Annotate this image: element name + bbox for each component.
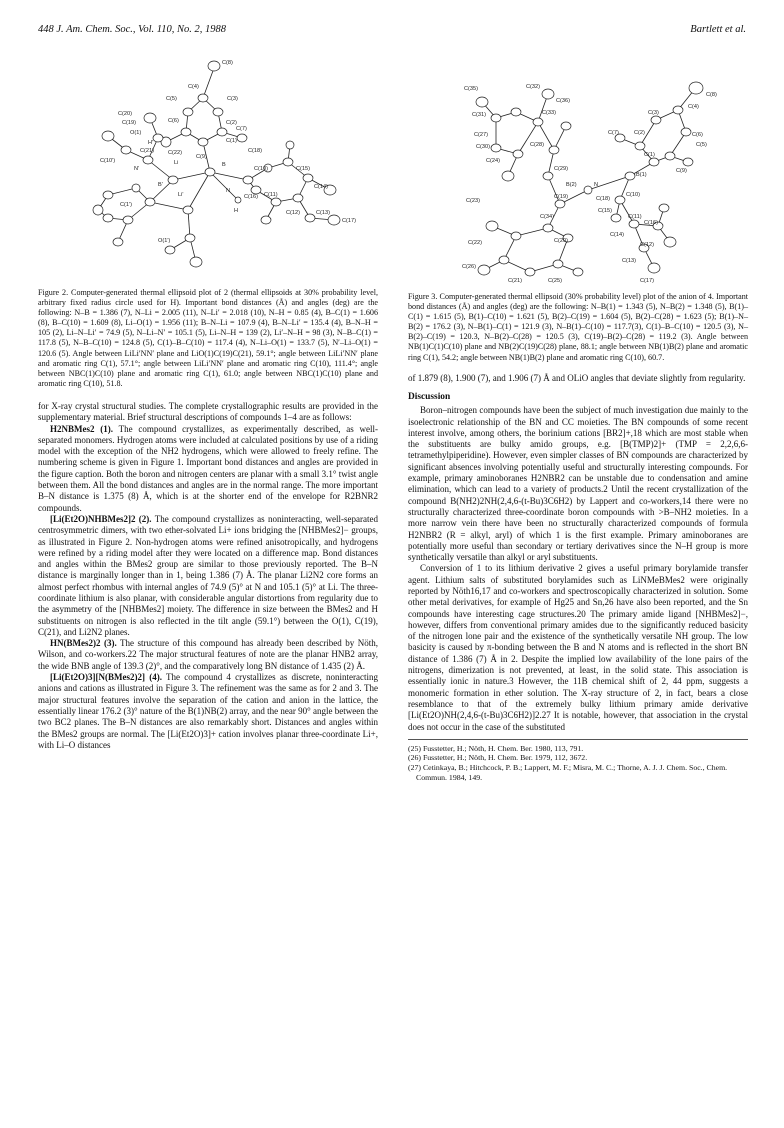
- atom-label: C(25): [548, 278, 562, 284]
- atom-label: C(33): [542, 110, 556, 116]
- atom-label: C(35): [464, 86, 478, 92]
- atom-label: C(3): [648, 110, 659, 116]
- atom-label: C(10): [254, 166, 268, 172]
- figure-3: [408, 50, 748, 286]
- atom-label: C(12): [640, 242, 654, 248]
- atom-label: C(31): [472, 112, 486, 118]
- atom-label: C(2): [634, 130, 645, 136]
- atom-label: B(2): [566, 182, 577, 188]
- atom-label: C(14): [610, 232, 624, 238]
- atom-label: C(11): [628, 214, 642, 220]
- compound-1-text: The compound crystallizes, as experimentally described, as well-separated monomers. Hydrogen atoms were included at calculated positions by use of a riding model with the exception of the NH2 hydrogens, which were allowed to freely refine. The numbering scheme is given in Figure 1. Important bond distances and angles are provided in the figure caption. Both the boron and nitrogen centers are planar with a small 3.1° twist angle between them. All the bond distances and angles are in the normal range. The more important B–N distance is 1.375 (8) Å, which is at the shorter end of the envelope for R2BNR2 compounds.: [38, 423, 379, 513]
- atom-label: C(4): [188, 84, 199, 90]
- atom-label: C(10'): [100, 158, 116, 164]
- atom-label: C(34): [540, 214, 554, 220]
- atom-label: C(23): [466, 198, 480, 204]
- atom-label: C(30): [476, 144, 490, 150]
- figure-2-ortep-plot: [38, 50, 378, 282]
- atom-label: C(1'): [120, 202, 132, 208]
- atom-label: C(8): [222, 60, 233, 66]
- author-running-head: Bartlett et al.: [690, 24, 746, 35]
- atom-label: C(15): [296, 166, 310, 172]
- atom-label: C(22): [468, 240, 482, 246]
- atom-label: C(16): [244, 194, 258, 200]
- references: [408, 739, 748, 782]
- reference-item: (25) Fusstetter, H.; Nöth, H. Chem. Ber. 1980, 113, 791.: [408, 743, 584, 753]
- atom-label: O(1'): [158, 238, 171, 244]
- atom-label: C(15): [598, 208, 612, 214]
- compound-3-text: The structure of this compound has already been described by Nöth, Wilson, and co-workers.22 The major structural features of note are the planar HNB2 array, the wide BNB angle of 139.3 (2)°, and the comparatively long BN distance of 1.435 (2) Å.: [38, 638, 379, 671]
- atom-label: C(1): [644, 152, 655, 158]
- atom-label: C(11): [264, 192, 278, 198]
- atom-label: Li': [178, 192, 184, 198]
- atom-label: C(4): [688, 104, 699, 110]
- reference-item: (27) Cetinkaya, B.; Hitchcock, P. B.; Lappert, M. F.; Misra, M. C.; Thorne, A. J. J. Chem. Soc., Chem. Commun. 1984, 149.: [408, 763, 728, 782]
- intro-paragraph: for X-ray crystal structural studies. The complete crystallographic results are provided in the supplementary material. Brief structural descriptions of compounds 1–4 are as follows:: [38, 400, 378, 423]
- left-body-text: [38, 401, 378, 751]
- continued-paragraph: of 1.879 (8), 1.900 (7), and 1.906 (7) Å and OLiO angles that deviate slightly from regularity.: [408, 372, 746, 383]
- atom-label: C(6): [168, 118, 179, 124]
- atom-label: B': [158, 182, 163, 188]
- compound-4-text: The compound 4 crystallizes as discrete, noninteracting anions and cations as illustrated in Figure 3. The refinement was the same as for 2 and 3. The major structural features involve the separation of the cation and anion in the lattice, the essentially linear 176.2 (3)° nature of the B(1)NB(2) array, and the near 90° angle between the two BC2 planes. The B–N distances are also remarkably short. Distances and angles within the BMes2 groups are normal. The [Li(Et2O)3]+ cation involves planar three-coordinate Li+, with Li–O distances: [38, 672, 378, 750]
- atom-label: C(5): [166, 96, 177, 102]
- reference-item: (26) Fusstetter, H.; Nöth, H. Chem. Ber. 1979, 112, 3672.: [408, 753, 588, 763]
- atom-label: C(32): [526, 84, 540, 90]
- atom-label: C(20): [554, 238, 568, 244]
- atom-label: C(18): [596, 196, 610, 202]
- figure-2-atom-labels: [100, 60, 356, 244]
- atom-label: C(7): [608, 130, 619, 136]
- left-column: [38, 50, 378, 751]
- compound-2-heading: [Li(Et2O)NHBMes2]2 (2).: [50, 513, 152, 524]
- compound-1-heading: H2NBMes2 (1).: [50, 423, 114, 434]
- atom-label: C(6): [692, 132, 703, 138]
- atom-label: C(27): [474, 132, 488, 138]
- atom-label: C(13): [622, 258, 636, 264]
- atom-label: C(1): [226, 138, 237, 144]
- atom-label: C(8): [706, 92, 717, 98]
- atom-label: C(19): [122, 120, 136, 126]
- compound-3-paragraph: [38, 638, 378, 672]
- compound-2-text: The compound crystallizes as noninteracting, well-separated centrosymmetric dimers, with two ether-solvated Li+ ions bridging the [NHBMes2]− groups, as illustrated in Figure 2. Non-hydrogen atoms were refined anisotropically, and hydrogens were refined by a riding model after they were located on a difference map. Bond distances and angles within the BMes2 group are similar to those previously reported. The B–N distance is marginally longer than in 1, being 1.386 (7) Å. The planar Li2N2 core forms an almost perfect rhombus with internal angles of 74.9 (5)° at N and 105.1 (5)° at Li. The three-coordinate lithium is also planar, with considerable angular distortions from regularity due to the asymmetry of the [NHBMes2] moiety. The difference in size between the BMes2 and H substituents on nitrogen is also reflected in the tilt angle (59.1°) between the O(1), C(19), C(21), and Li2N2 planes.: [38, 513, 378, 637]
- atom-label: C(21): [140, 148, 154, 154]
- figure-2-caption: Figure 2. Computer-generated thermal ellipsoid plot of 2 (thermal ellipsoids at 30% probability level, arbitrary fixed radius circle used for H). Important bond distances (Å) and angles (deg) are the following: N–B = 1.386 (7), N–Li = 2.005 (11), N–Li′ = 2.018 (10), N–H = 0.85 (4), B–C(1) = 1.606 (8), B–C(10) = 1.609 (8), Li–O(1) = 1.956 (11); B–N–Li = 107.9 (4), B–N–Li′ = 135.4 (4), B–N–H = 105 (2), Li–N–Li′ = 74.9 (5), N–Li–N′ = 105.1 (5), Li–N–H = 139 (2), Li′–N–H = 98 (3), N–B–C(1) = 117.8 (5), N–B–C(10) = 124.8 (5), C(1)–B–C(10) = 117.4 (4), N–Li–O(1) = 133.7 (5), N′–Li–O(1) = 120.6 (5). Angle between LiLi′NN′ plane and LiO(1)C(19)C(21), 59.1°; angle between LiLi′NN′ plane and aromatic ring C(1), 57.1°; angle between LiLi′NN′ plane and aromatic ring C(10), 111.4°; angle between NBC(1)C(10) plane and aromatic ring C(1), 61.0; angle between NBC(1)C(10) plane and aromatic ring C(10), 51.8.: [38, 288, 378, 388]
- atom-label: C(14): [314, 184, 328, 190]
- atom-label: C(36): [556, 98, 570, 104]
- atom-label: C(12): [286, 210, 300, 216]
- running-header: [38, 24, 746, 40]
- atom-label: N: [594, 182, 599, 188]
- atom-label: C(26): [462, 264, 476, 270]
- atom-label: C(22): [168, 150, 182, 156]
- atom-label: B(1): [636, 172, 647, 178]
- right-column: [408, 50, 748, 782]
- atom-label: O(1): [130, 130, 142, 136]
- atom-label: C(28): [530, 142, 544, 148]
- atom-label: C(17): [640, 278, 654, 284]
- atom-label: C(2): [226, 120, 237, 126]
- atom-label: C(19): [554, 194, 568, 200]
- compound-1-paragraph: [38, 424, 378, 514]
- atom-label: C(18): [248, 148, 262, 154]
- atom-label: C(21): [508, 278, 522, 284]
- atom-label: C(16): [644, 220, 658, 226]
- atom-label: N: [226, 188, 231, 194]
- figure-3-caption: Figure 3. Computer-generated thermal ellipsoid (30% probability level) plot of the anion of 4. Important bond distances (Å) and angles (deg) are the following: N–B(1) = 1.343 (5), N–B(2) = 1.348 (5), B(1)–C(1) = 1.615 (5), B(1)–C(10) = 1.621 (5), B(2)–C(19) = 1.604 (5), B(2)–C(28) = 1.623 (5); B(1)–N–B(2) = 176.2 (3), N–B(1)–C(1) = 121.9 (3), N–B(1)–C(10) = 117.7(3), C(1)–B–C(10) = 120.5 (3), N–B(2)–C(19) = 120.3, N–B(2)–C(28) = 120.5 (3), C(19)–B(2)–C(28) = 119.2 (3). Angle between NB(1)C(1)C(10) plane and NB(2)C(19)C(28) plane, 88.1; angle between NB(1)B(2) plane and aromatic ring C(1), 54.2; angle between NB(1)B(2) plane and aromatic ring C(10), 60.7.: [408, 292, 748, 362]
- journal-citation: 448 J. Am. Chem. Soc., Vol. 110, No. 2, 1988: [38, 24, 227, 35]
- compound-4-paragraph: [38, 672, 378, 751]
- atom-label: C(5): [696, 142, 707, 148]
- atom-label: C(20): [118, 111, 132, 117]
- atom-label: C(17): [342, 218, 356, 224]
- compound-3-heading: HN(BMes2)2 (3).: [50, 638, 117, 649]
- atom-label: C(13): [316, 210, 330, 216]
- discussion-paragraph-1: Boron–nitrogen compounds have been the subject of much investigation due mainly to the isoelectronic relationship of the BN and CC moieties. The BN compounds of some recent interest involve, among others, the borinium cations [BR2]+,18 which are most stable when the substituents are bulky amido groups, e.g. [B(TMP)2]+ (TMP = 2,2,6,6-tetramethylpiperidine). However, even simpler classes of BN compounds are characterized by significant absences involving potentially useful and structurally interesting compounds. For example, primary aminoboranes H2NBR2 can be unstable due to condensation and amine elimination, which can lead to a variety of products.2 Until the recent crystallization of the compound B(NH2)2NH(2,4,6-(t-Bu)3C6H2) by Lappert and co-workers,14 there were no structurally characterized three-coordinate boron compounds with >B–NH2 moieties. In a more narrow vein there have been no structurally characterized compounds of formula H2NBR2 (R = alkyl, aryl) of which 1 is the first example. Primary aminoboranes are potentially more useful than secondary or tertiary derivatives since the N–H group is more synthetically versatile than alkyl or aryl substituents.: [408, 405, 748, 563]
- discussion-heading: Discussion: [408, 391, 451, 402]
- atom-label: C(9): [676, 168, 687, 174]
- atom-label: B: [222, 162, 226, 168]
- compound-4-heading: [Li(Et2O)3][N(BMes2)2] (4).: [50, 672, 162, 683]
- atom-label: C(24): [486, 158, 500, 164]
- atom-label: H: [234, 208, 239, 214]
- atom-label: C(10): [626, 192, 640, 198]
- atom-label: N': [134, 166, 140, 172]
- right-body-text: [408, 373, 748, 733]
- atom-label: Li: [174, 160, 179, 166]
- figure-2: [38, 50, 378, 282]
- atom-label: C(7): [236, 126, 247, 132]
- atom-label: C(3): [227, 96, 238, 102]
- atom-label: C(29): [554, 166, 568, 172]
- atom-label: H': [148, 140, 154, 146]
- figure-3-ortep-plot: [408, 50, 748, 286]
- compound-2-paragraph: [38, 514, 378, 638]
- atom-label: C(9): [196, 154, 207, 160]
- discussion-paragraph-2: Conversion of 1 to its lithium derivative 2 gives a useful primary borylamide transfer agent. Lithium salts of substituted borylamides such as LiNMeBMes2 were originally reported by Nöth16,17 and co-workers and spectroscopically characterized in solution. Some other metal derivatives, for example of Hg25 and Sn,26 have also been reported, and the Sn compounds have interesting cage structures.20 The primary amide ligand [NHBMes2]−, however, differs from conventional primary amides due to the significantly reduced basicity of the nitrogen lone pair and the existence of the synthetically versatile NH group. The low basicity is caused by π-bonding between the B and N atoms and is reflected in the short BN distance of 1.386 (7) Å in 2. Despite the implied low availability of the lone pairs of the nitrogens, dimerization is not prevented, at least, in the solid state. This association is essentially ionic in nature.3 However, the 11B chemical shift of 2, 44 ppm, suggests a monomeric formation in ether solution. The X-ray structure of 2, in fact, bears a close resemblance to that of the extremely bulky lithium primary amide derivative [Li(Et2O)NH(2,4,6-(t-Bu)3C6H2)]2.27 It is notable, however, that association in the crystal does not occur in the case of the substituted: [408, 563, 748, 732]
